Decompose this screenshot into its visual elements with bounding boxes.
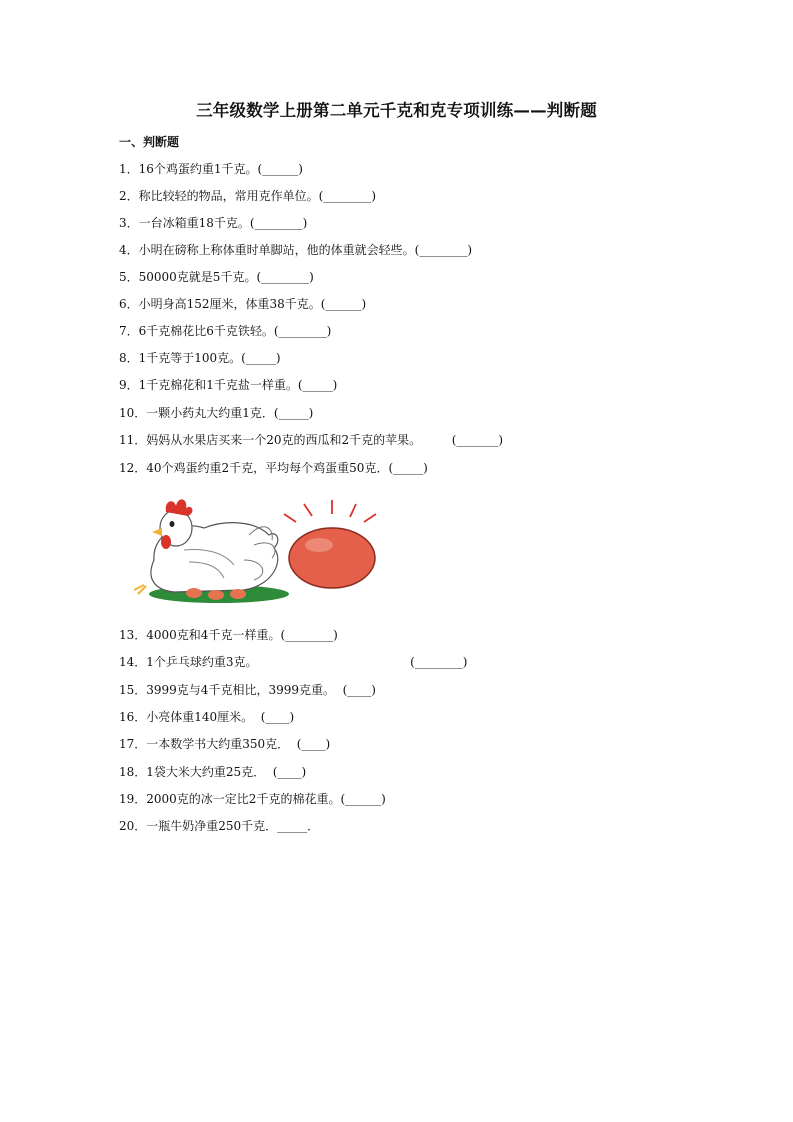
question-11: 11．妈妈从水果店买来一个20克的西瓜和2千克的苹果。 (_______) [119,433,504,447]
question-17: 17．一本数学书大约重350克． (____) [119,737,331,751]
question-18: 18．1袋大米大约重25克． (____) [119,765,307,779]
question-9: 9．1千克棉花和1千克盐一样重。(_____) [119,378,338,392]
page-title: 三年级数学上册第二单元千克和克专项训练——判断题 [196,101,597,120]
question-19: 19．2000克的冰一定比2千克的棉花重。(______) [119,792,386,806]
question-14: 14．1个乒乓球约重3克。 (________) [119,655,468,669]
hen-and-egg-illustration [124,490,380,608]
question-13: 13．4000克和4千克一样重。(________) [119,628,338,642]
hen-egg-icon [124,490,380,608]
question-8: 8．1千克等于100克。(_____) [119,351,281,365]
question-16: 16．小亮体重140厘米。 (____) [119,710,295,724]
question-7: 7．6千克棉花比6千克铁轻。(________) [119,324,332,338]
section-heading: 一、判断题 [119,135,180,149]
question-1: 1．16个鸡蛋约重1千克。(______) [119,162,303,176]
question-6: 6．小明身高152厘米，体重38千克。(______) [119,297,367,311]
question-10: 10．一颗小药丸大约重1克．(_____) [119,406,314,420]
question-4: 4．小明在磅称上称体重时单脚站，他的体重就会轻些。(________) [119,243,473,257]
question-2: 2．称比较轻的物品，常用克作单位。(________) [119,189,376,203]
question-5: 5．50000克就是5千克。(________) [119,270,314,284]
question-20: 20．一瓶牛奶净重250千克．_____． [119,819,320,833]
question-3: 3．一台冰箱重18千克。(________) [119,216,308,230]
question-12: 12．40个鸡蛋约重2千克，平均每个鸡蛋重50克．(_____) [119,461,428,475]
question-15: 15．3999克与4千克相比，3999克重。 (____) [119,683,376,697]
